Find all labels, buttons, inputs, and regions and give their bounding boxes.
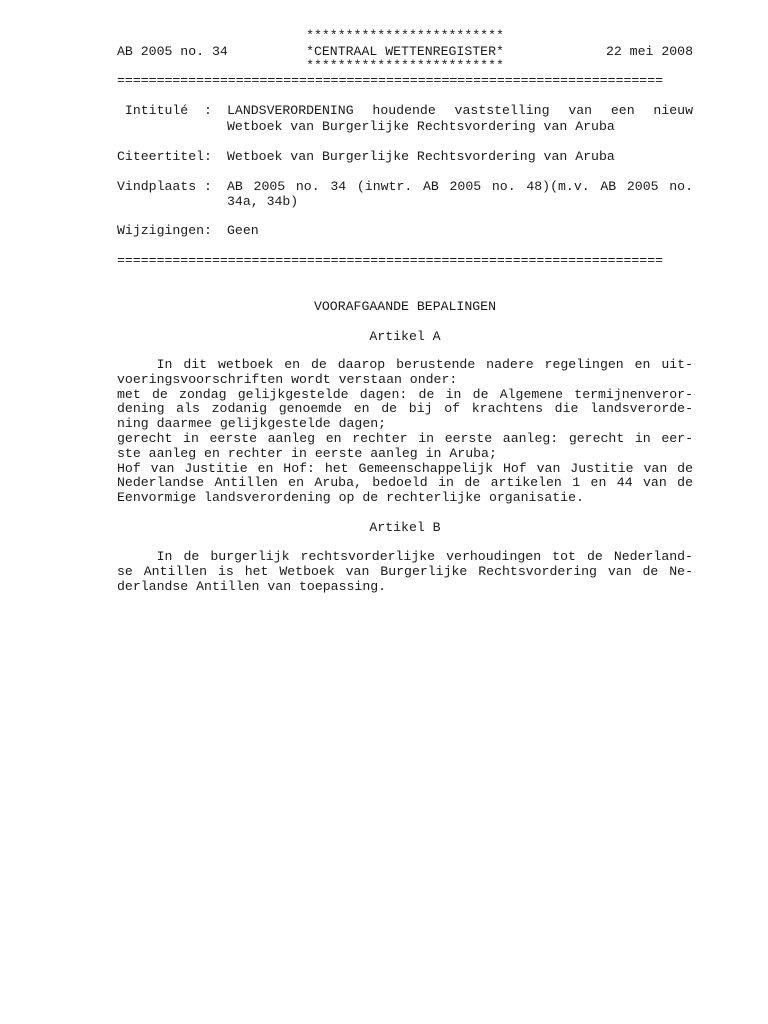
intitule-line-2: Wetboek van Burgerlijke Rechtsvordering van Aruba bbox=[227, 119, 615, 134]
artikel-a-line: ste aanleg en rechter in eerste aanleg in Aruba; bbox=[117, 445, 497, 461]
wijzigingen-label: Wijzigingen: bbox=[117, 223, 212, 238]
vindplaats-label: Vindplaats : bbox=[117, 179, 212, 194]
document-date: 22 mei 2008 bbox=[605, 44, 693, 59]
intitule-label: Intitulé : bbox=[117, 103, 212, 118]
divider-bottom: ===================================================================== bbox=[117, 253, 664, 268]
artikel-a-line: voeringsvoorschriften wordt verstaan onder: bbox=[117, 371, 458, 387]
vindplaats-line-1: AB 2005 no. 34 (inwtr. AB 2005 no. 48)(m.v. AB 2005 no. bbox=[227, 179, 693, 194]
vindplaats-line-2: 34a, 34b) bbox=[227, 194, 299, 209]
artikel-b-title: Artikel B bbox=[369, 520, 441, 535]
artikel-b-line: se Antillen is het Wetboek van Burgerlijke Rechtsvordering van de Ne- bbox=[117, 564, 693, 579]
artikel-a-line: met de zondag gelijkgestelde dagen: de in de Algemene termijnenveror- bbox=[117, 386, 693, 402]
citeertitel-label: Citeertitel: bbox=[117, 149, 212, 164]
artikel-b-line: In de burgerlijk rechtsvorderlijke verhoudingen tot de Nederland- bbox=[156, 549, 693, 564]
artikel-b-line: derlandse Antillen van toepassing. bbox=[117, 579, 387, 594]
wijzigingen-value: Geen bbox=[227, 223, 259, 238]
artikel-a-title: Artikel A bbox=[369, 329, 441, 344]
artikel-a-line: Hof van Justitie en Hof: het Gemeenschappelijk Hof van Justitie van de bbox=[117, 460, 693, 476]
artikel-a-line: dening als zodanig genoemde en de bij of krachtens die landsverorde- bbox=[117, 401, 693, 417]
artikel-a-line: gerecht in eerste aanleg en rechter in eerste aanleg: gerecht in eer- bbox=[117, 431, 693, 446]
artikel-a-line: Eenvormige landsverordening op de rechterlijke organisatie. bbox=[117, 490, 584, 506]
artikel-a-line: ning daarmee gelijkgestelde dagen; bbox=[117, 416, 387, 432]
citeertitel-value: Wetboek van Burgerlijke Rechtsvordering van Aruba bbox=[227, 149, 615, 164]
header-stars-bottom: ************************* bbox=[306, 58, 504, 73]
intitule-line-1: LANDSVERORDENING houdende vaststelling van een nieuw bbox=[227, 103, 693, 118]
register-title: *CENTRAAL WETTENREGISTER* bbox=[306, 44, 504, 59]
artikel-a-line: Nederlandse Antillen en Aruba, bedoeld in de artikelen 1 en 44 van de bbox=[117, 475, 693, 491]
document-reference: AB 2005 no. 34 bbox=[117, 44, 228, 59]
artikel-a-line: In dit wetboek en de daarop berustende nadere regelingen en uit- bbox=[156, 357, 693, 372]
section-title: VOORAFGAANDE BEPALINGEN bbox=[313, 299, 497, 314]
header-stars-top: ************************* bbox=[306, 28, 504, 43]
divider-top: ===================================================================== bbox=[117, 73, 664, 88]
